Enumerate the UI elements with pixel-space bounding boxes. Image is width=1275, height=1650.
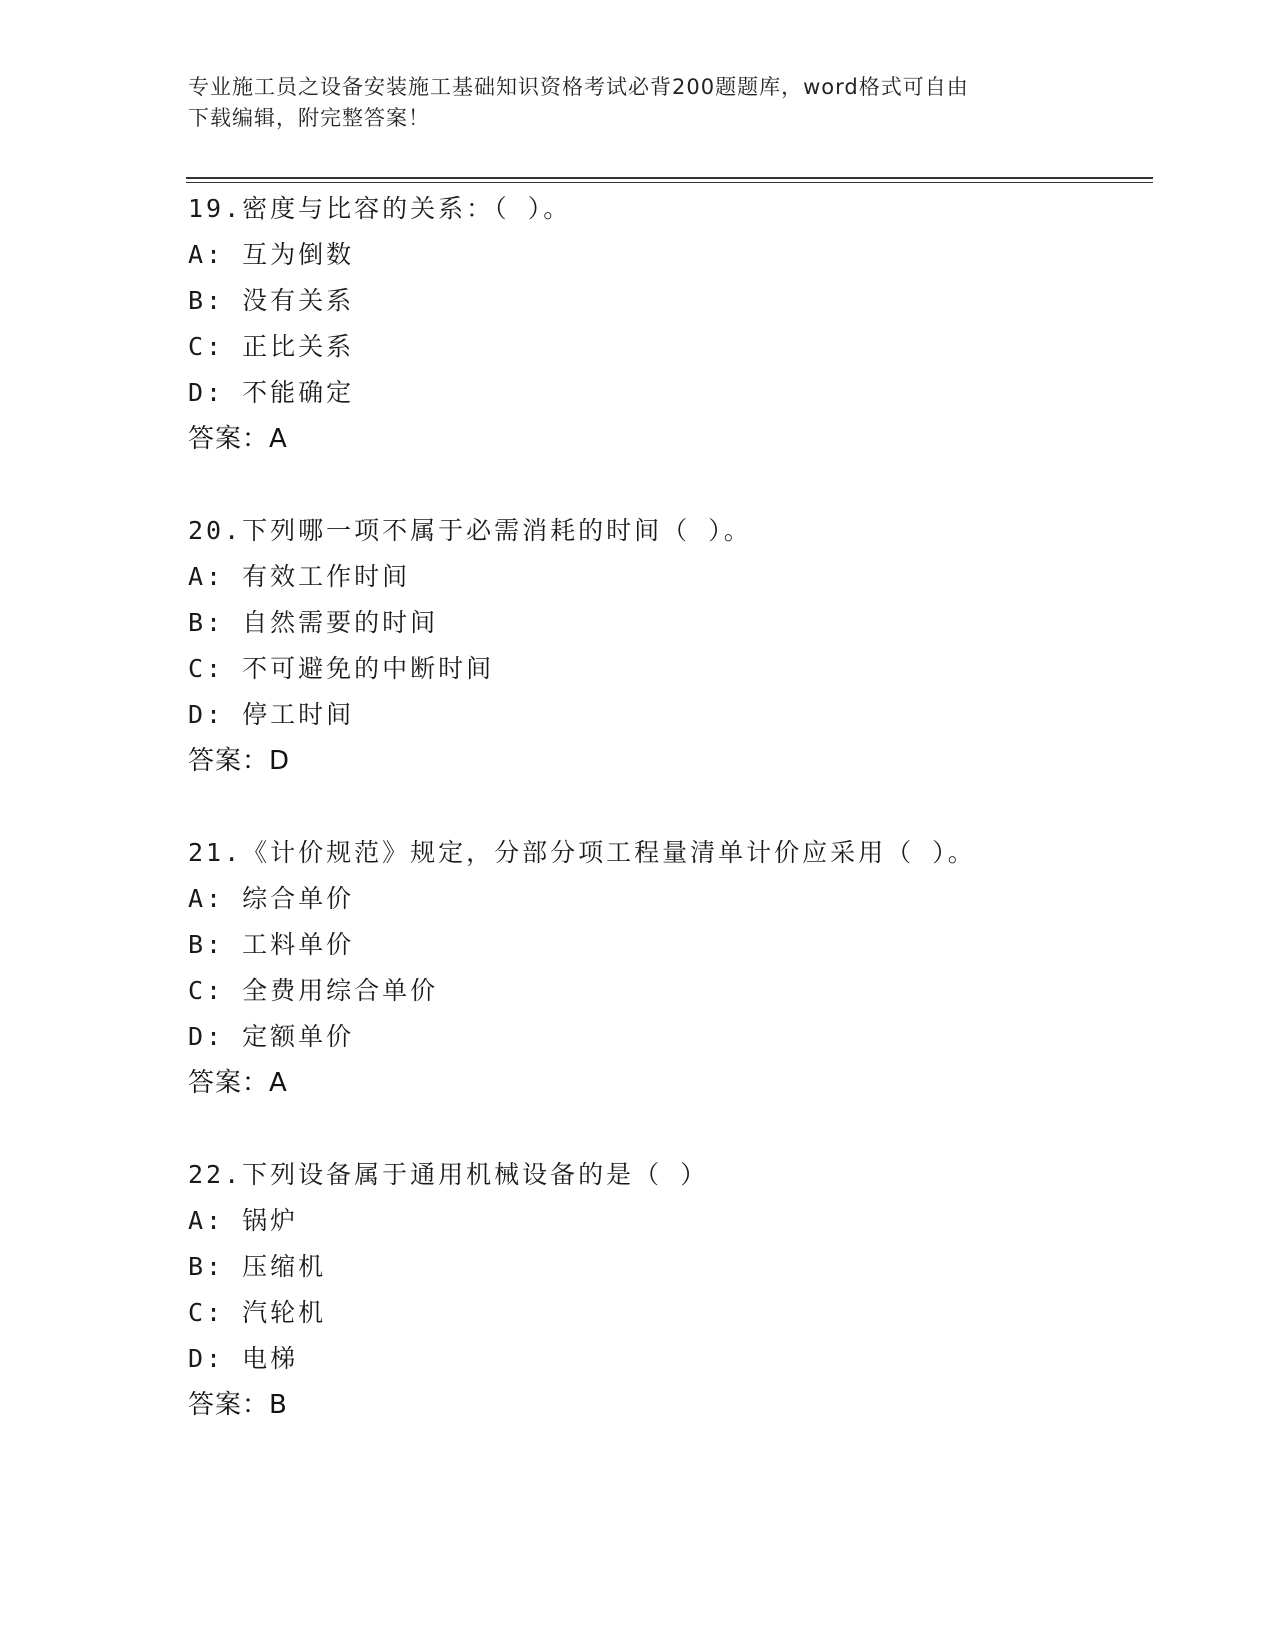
option-c: C: 不可避免的中断时间 [188, 654, 495, 683]
question-block [188, 186, 1148, 462]
answer-label: 答案：B [188, 1390, 288, 1420]
question-text: 19.密度与比容的关系：（ ）。 [188, 194, 572, 223]
header-divider [186, 177, 1153, 183]
option-a: A: 互为倒数 [188, 240, 355, 269]
document-header [188, 72, 1068, 134]
header-line-2: 下载编辑，附完整答案！ [188, 106, 430, 130]
question-block [188, 830, 1148, 1106]
option-b: B: 自然需要的时间 [188, 608, 439, 637]
answer-label: 答案：A [188, 1068, 288, 1098]
option-d: D: 不能确定 [188, 378, 355, 407]
question-block [188, 508, 1148, 784]
option-a: A: 综合单价 [188, 884, 355, 913]
option-d: D: 定额单价 [188, 1022, 355, 1051]
option-d: D: 电梯 [188, 1344, 299, 1373]
option-c: C: 汽轮机 [188, 1298, 327, 1327]
option-a: A: 有效工作时间 [188, 562, 411, 591]
question-text: 20.下列哪一项不属于必需消耗的时间（ ）。 [188, 516, 752, 545]
answer-label: 答案：A [188, 424, 288, 454]
question-block [188, 1152, 1148, 1428]
option-b: B: 没有关系 [188, 286, 355, 315]
option-c: C: 全费用综合单价 [188, 976, 439, 1005]
question-text: 21.《计价规范》规定，分部分项工程量清单计价应采用（ ）。 [188, 838, 976, 867]
option-a: A: 锅炉 [188, 1206, 299, 1235]
option-b: B: 工料单价 [188, 930, 355, 959]
question-text: 22.下列设备属于通用机械设备的是（ ） [188, 1160, 709, 1189]
option-c: C: 正比关系 [188, 332, 355, 361]
option-d: D: 停工时间 [188, 700, 355, 729]
answer-label: 答案：D [188, 746, 291, 776]
option-b: B: 压缩机 [188, 1252, 327, 1281]
header-line-1: 专业施工员之设备安装施工基础知识资格考试必背200题题库，word格式可自由 [188, 75, 969, 99]
